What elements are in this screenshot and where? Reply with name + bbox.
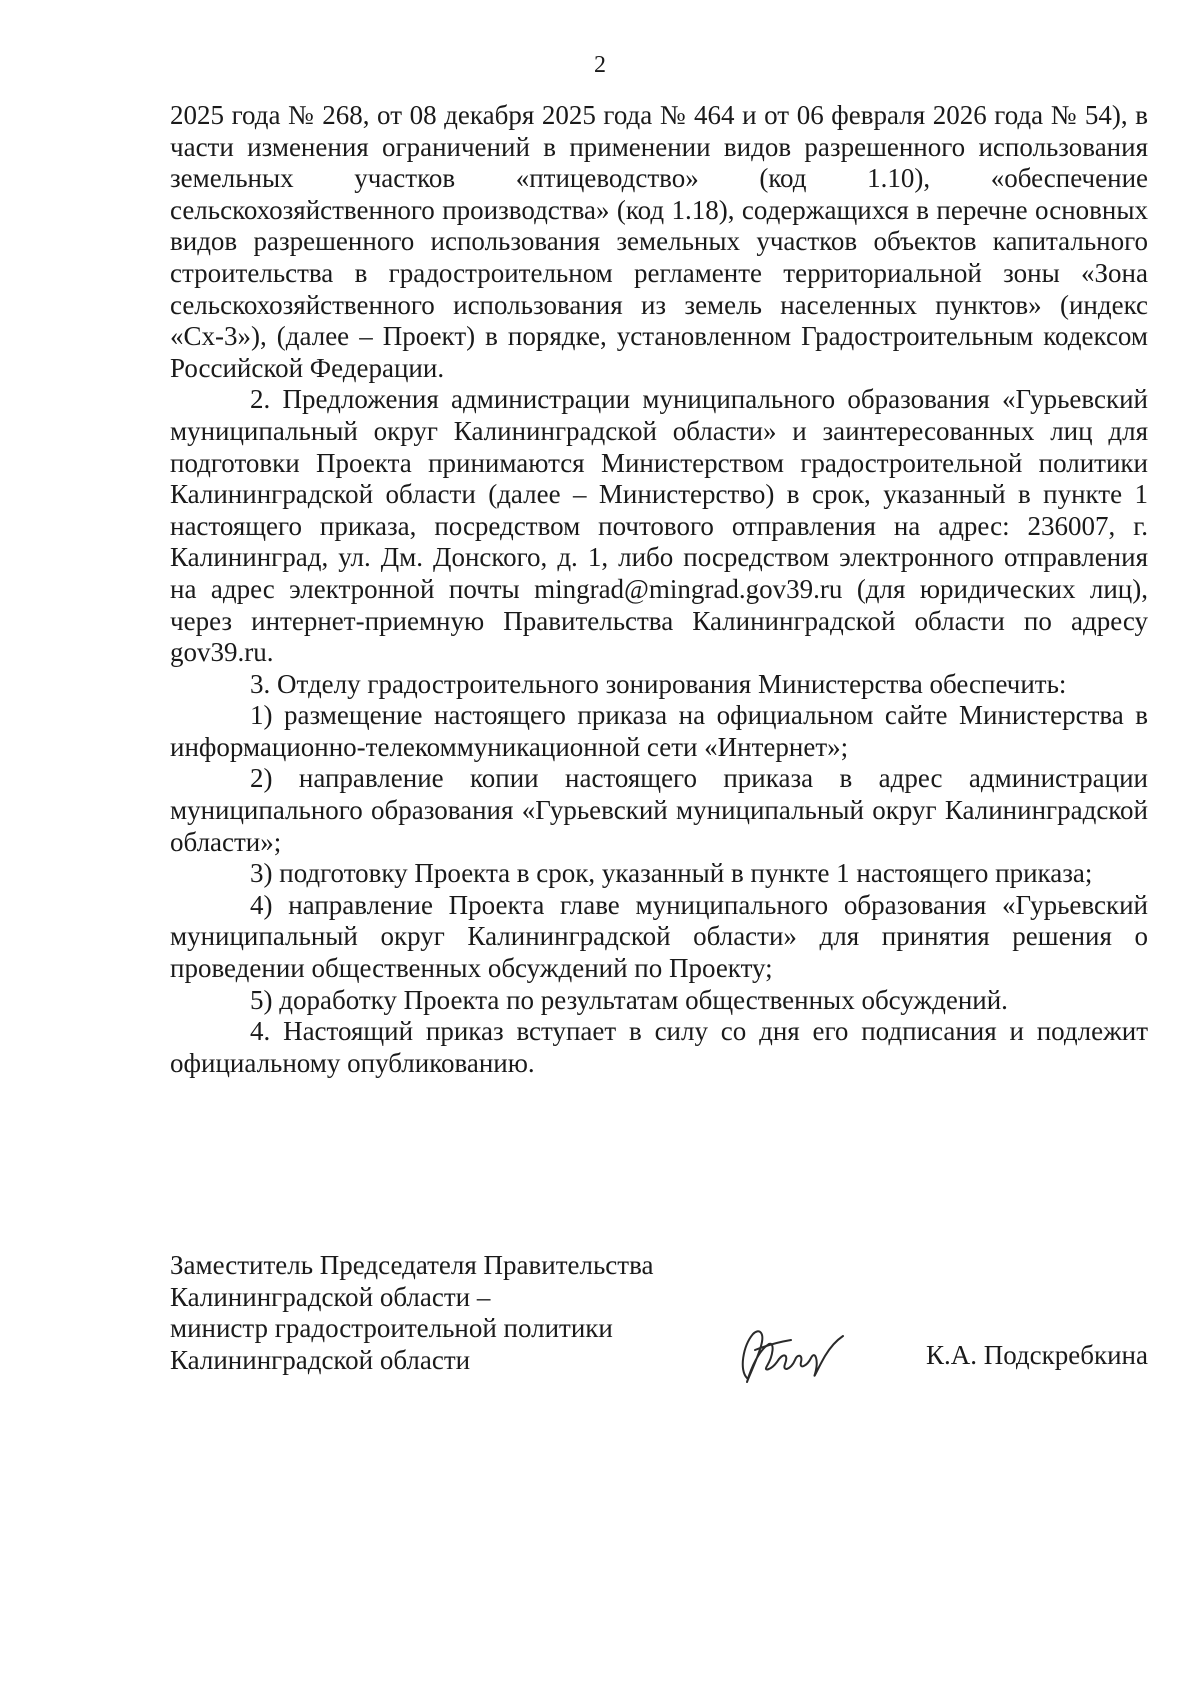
signatory-position-line: министр градостроительной политики <box>170 1313 613 1344</box>
document-body <box>170 100 1148 1079</box>
subitem-2: 2) направление копии настоящего приказа в адрес администрации муниципального образования «Гурьевский муниципальный округ Калининградской области»; <box>170 763 1148 857</box>
paragraph-item-2: 2. Предложения администрации муниципального образования «Гурьевский муниципальный округ Калининградской области» и заинтересованных лиц для подготовки Проекта принимаются Министерством градостроительной политики Калининградской области (далее – Министерство) в срок, указанный в пункте 1 настоящего приказа, посредством почтового отправления на адрес: 236007, г. Калининград, ул. Дм. Донского, д. 1, либо посредством электронного отправления на адрес электронной почты mingrad@mingrad.gov39.ru (для юридических лиц), через интернет-приемную Правительства Калининградской области по адресу gov39.ru. <box>170 384 1148 668</box>
paragraph-item-4: 4. Настоящий приказ вступает в силу со дня его подписания и подлежит официальному опубликованию. <box>170 1016 1148 1078</box>
paragraph-item-3: 3. Отделу градостроительного зонирования Министерства обеспечить: <box>250 668 1067 699</box>
subitem-4: 4) направление Проекта главе муниципального образования «Гурьевский муниципальный округ Калининградской области» для принятия решения о проведении общественных обсуждений по Проекту; <box>170 889 1148 984</box>
paragraph-continuation: 2025 года № 268, от 08 декабря 2025 года № 464 и от 06 февраля 2026 года № 54), в части изменения ограничений в применении видов разрешенного использования земельных участков «птицеводство» (код 1.10), «обеспечение сельскохозяйственного производства» (код 1.18), содержащихся в перечне основных видов разрешенного использования земельных участков объектов капитального строительства в градостроительном регламенте территориальной зоны «Зона сельскохозяйственного использования из земель населенных пунктов» (индекс «Сх-3»), (далее – Проект) в порядке, установленном Градостроительным кодексом Российской Федерации. <box>170 100 1148 383</box>
signatory-position-line: Калининградской области – <box>170 1281 491 1312</box>
signatory-position-line: Заместитель Председателя Правительства <box>170 1250 654 1280</box>
signatory-name: К.А. Подскребкина <box>925 1340 1148 1370</box>
handwritten-signature <box>735 1320 845 1392</box>
signatory-position-line: Калининградской области <box>170 1344 471 1375</box>
subitem-3: 3) подготовку Проекта в срок, указанный в пункте 1 настоящего приказа; <box>250 858 1093 889</box>
page-number: 2 <box>594 52 606 78</box>
signatory-position <box>170 1250 730 1376</box>
subitem-1: 1) размещение настоящего приказа на официальном сайте Министерства в информационно-телекоммуникационной сети «Интернет»; <box>170 700 1148 762</box>
subitem-5: 5) доработку Проекта по результатам общественных обсуждений. <box>250 984 1008 1015</box>
